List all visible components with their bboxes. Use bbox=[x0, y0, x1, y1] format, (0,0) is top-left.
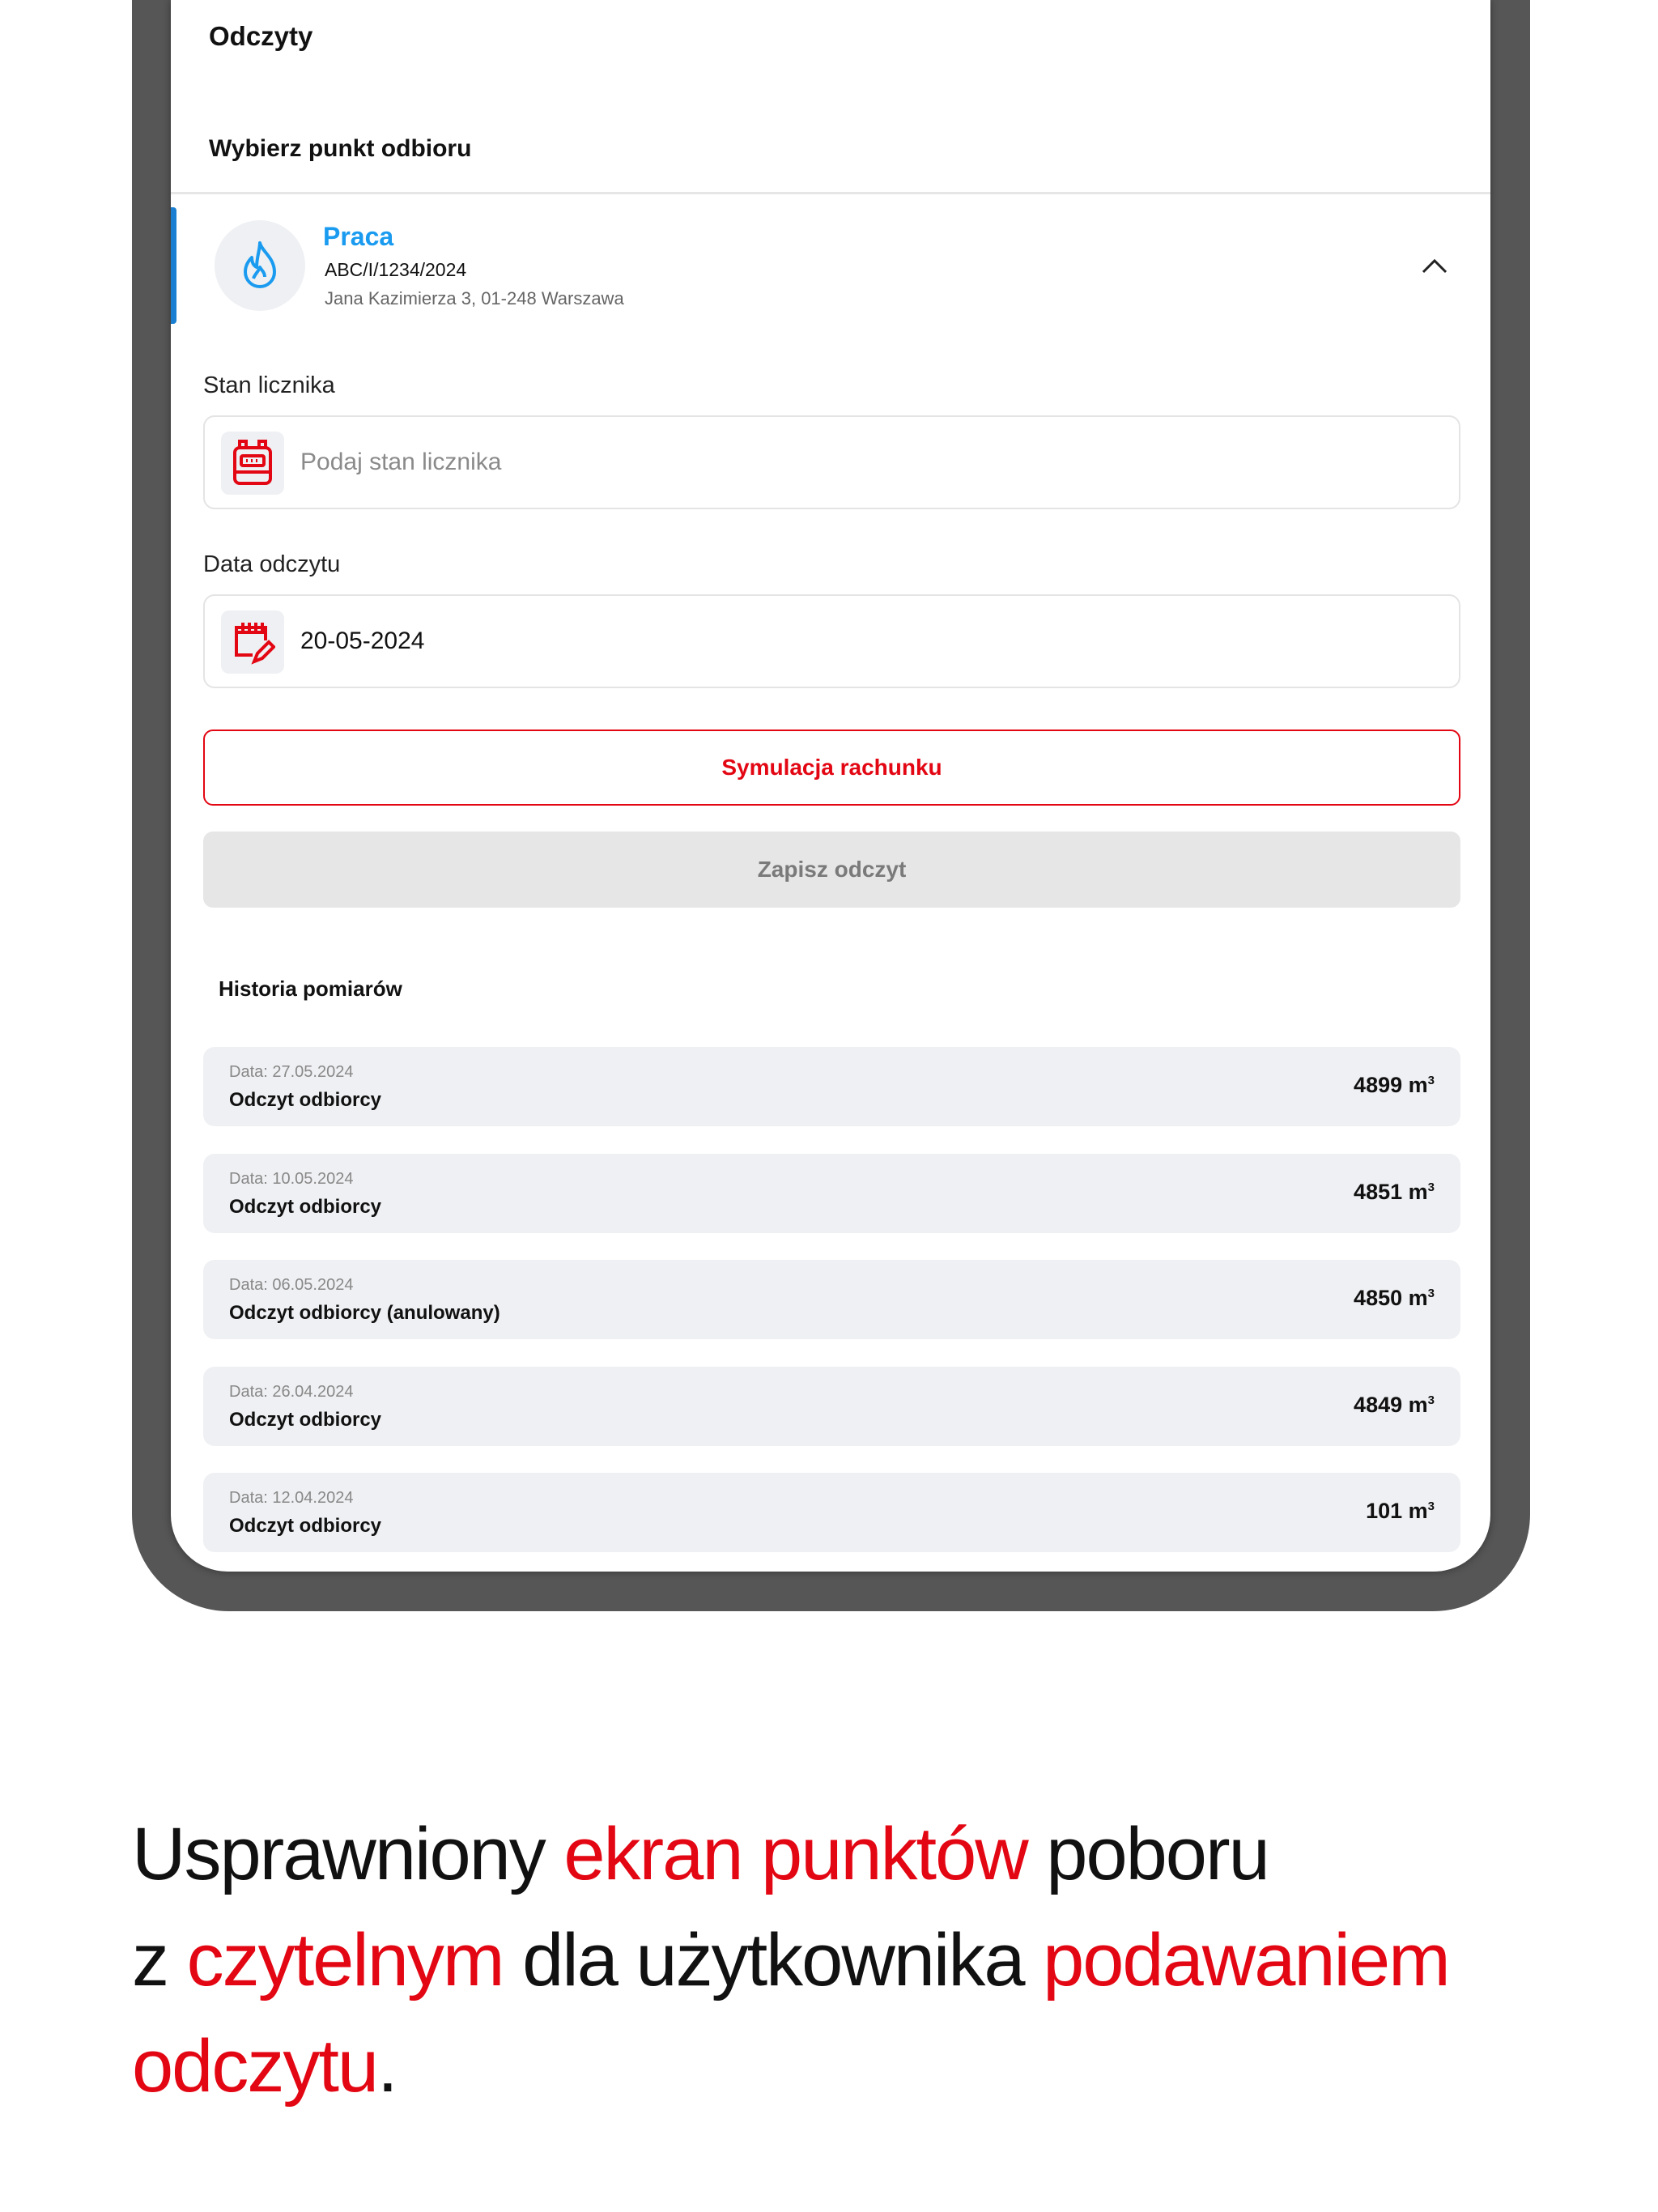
calendar-edit-icon bbox=[221, 610, 284, 674]
history-title: Historia pomiarów bbox=[219, 976, 402, 1001]
history-row[interactable] bbox=[203, 1367, 1460, 1446]
history-label: Odczyt odbiorcy bbox=[229, 1089, 382, 1111]
caption-text: Usprawniony bbox=[132, 1813, 564, 1895]
history-label: Odczyt odbiorcy bbox=[229, 1195, 382, 1218]
meter-input[interactable] bbox=[203, 415, 1460, 509]
gas-meter-icon bbox=[221, 432, 284, 495]
history-date: Data: 06.05.2024 bbox=[229, 1276, 354, 1294]
history-row[interactable] bbox=[203, 1047, 1460, 1126]
selected-indicator bbox=[171, 207, 176, 324]
history-date: Data: 26.04.2024 bbox=[229, 1382, 354, 1401]
divider bbox=[171, 192, 1490, 194]
caption bbox=[132, 1802, 1557, 2120]
caption-text: poboru bbox=[1027, 1813, 1269, 1895]
history-row[interactable] bbox=[203, 1260, 1460, 1339]
caption-highlight: czytelnym bbox=[186, 1919, 504, 2001]
caption-highlight: ekran punktów bbox=[563, 1813, 1027, 1895]
date-input[interactable] bbox=[203, 594, 1460, 688]
history-row[interactable] bbox=[203, 1154, 1460, 1233]
page-title: Odczyty bbox=[209, 21, 313, 51]
point-code: ABC/I/1234/2024 bbox=[325, 259, 467, 280]
history-label: Odczyt odbiorcy bbox=[229, 1515, 382, 1537]
history-value: 4851 $m^3$ bbox=[1354, 1179, 1435, 1204]
point-name[interactable]: Praca bbox=[323, 222, 394, 251]
simulate-bill-button[interactable]: Symulacja rachunku bbox=[203, 730, 1460, 806]
caption-text: . bbox=[377, 2025, 397, 2108]
history-row[interactable] bbox=[203, 1473, 1460, 1552]
save-reading-button[interactable]: Zapisz odczyt bbox=[203, 832, 1460, 908]
section-title: Wybierz punkt odbioru bbox=[209, 135, 472, 162]
caption-text: dla użytkownika bbox=[503, 1919, 1044, 2001]
history-label: Odczyt odbiorcy bbox=[229, 1408, 382, 1431]
date-label: Data odczytu bbox=[203, 551, 341, 577]
caption-highlight: podawaniem bbox=[1043, 1919, 1449, 2001]
history-value: 101 $m^3$ bbox=[1366, 1499, 1435, 1523]
history-date: Data: 27.05.2024 bbox=[229, 1063, 354, 1081]
history-value: 4850 $m^3$ bbox=[1354, 1286, 1435, 1310]
chevron-up-icon[interactable] bbox=[1418, 253, 1451, 277]
history-label: Odczyt odbiorcy (anulowany) bbox=[229, 1302, 500, 1324]
meter-placeholder: Podaj stan licznika bbox=[300, 449, 502, 475]
caption-text: z bbox=[132, 1919, 187, 2001]
history-date: Data: 10.05.2024 bbox=[229, 1169, 354, 1188]
point-address: Jana Kazimierza 3, 01-248 Warszawa bbox=[325, 288, 624, 308]
flame-icon bbox=[215, 220, 305, 311]
meter-label: Stan licznika bbox=[203, 372, 335, 398]
history-value: 4849 $m^3$ bbox=[1354, 1392, 1435, 1417]
history-date: Data: 12.04.2024 bbox=[229, 1489, 354, 1507]
date-value: 20-05-2024 bbox=[300, 627, 425, 654]
history-value: 4899 $m^3$ bbox=[1354, 1073, 1435, 1097]
caption-highlight: odczytu bbox=[132, 2025, 378, 2108]
